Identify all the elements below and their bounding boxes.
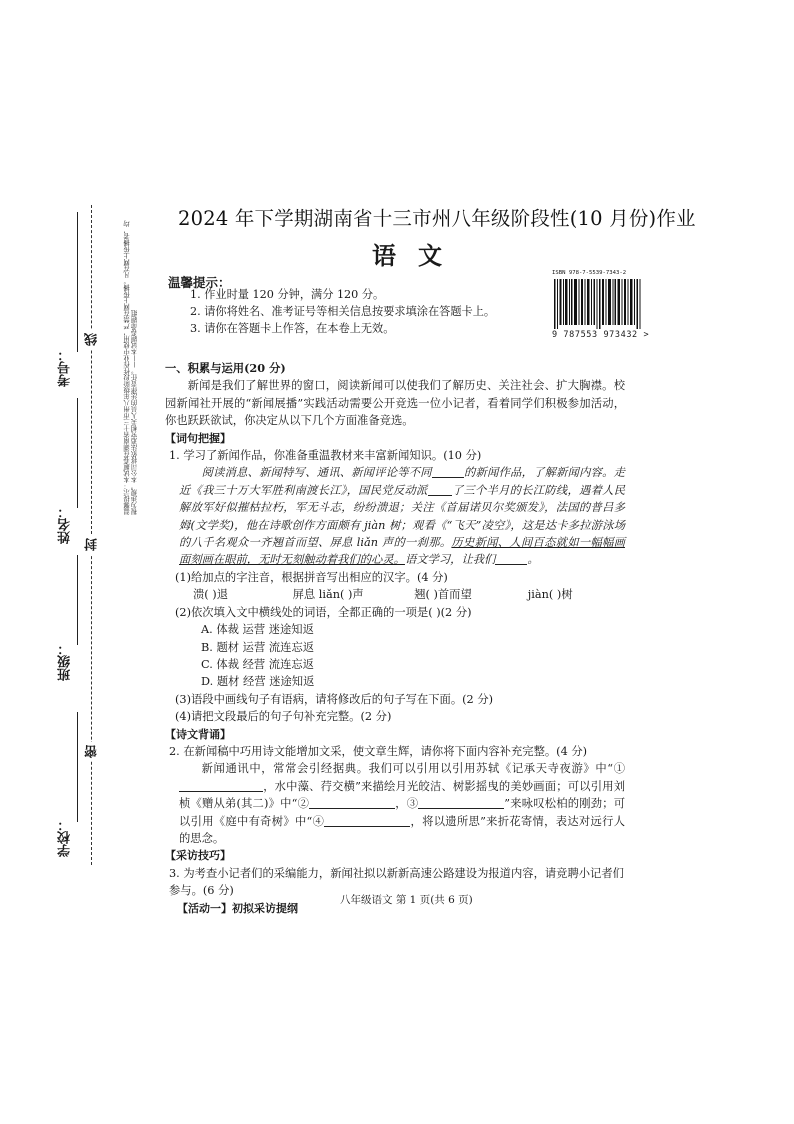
passage-period: 。: [527, 553, 539, 567]
passage-text: 阅读消息、新闻特写、通讯、新闻评论等不同: [201, 466, 432, 480]
answer-blank[interactable]: [219, 779, 263, 792]
poem-text: 新闻通讯中，常常会引经据典。我们可以引用以引用苏轼《记承天寺夜游》中“①: [201, 762, 625, 776]
passage-text: 的新闻作品，了解新闻内容。走近《我三十万大军胜利南渡长江》，国民党反动派: [179, 466, 625, 497]
question-2-body: [165, 760, 625, 847]
answer-blank[interactable]: [428, 483, 452, 496]
passage-text: 语文学习，让我们: [404, 553, 496, 567]
underlined-sentence: 历史新闻、人间百态就如一幅幅画面刻画在眼前，无时无刻触动着我们的心灵。: [179, 536, 625, 567]
isbn-top-text: ISBN 978-7-5539-7343-2: [552, 270, 627, 276]
exam-content: [165, 360, 625, 917]
question-3-title: 3. 为考查小记者们的采编能力，新闻社拟以新新高速公路建设为报道内容，请竞聘小记者们参与。(6 分): [169, 866, 624, 898]
option-b[interactable]: B. 题材 运营 流连忘返: [201, 640, 315, 654]
poem-text: ，水中藻、荇交横”来描绘月光皎洁、树影摇曳的美妙画面；可以引用刘桢《赠从弟(其二)》中“②: [179, 779, 625, 811]
answer-blank[interactable]: [179, 779, 219, 792]
tips-list: [190, 286, 495, 337]
pinyin-item: 屏息 liǎn( )声: [292, 588, 364, 602]
section-intro: 新闻是我们了解世界的窗口，阅读新闻可以使我们了解历史、关注社会、扩大胸襟。校园新闻社开展的“新闻展播”实践活动需要公开竞选一位小记者，看着同学们积极参加活动，你也跃跃欲试，你决定从以下几个方面准备竞选。: [165, 379, 625, 428]
options-row: [165, 656, 625, 691]
school-line: [77, 712, 78, 822]
answer-blank[interactable]: [324, 814, 410, 827]
page-footer: 八年级语文 第 1 页(共 6 页): [340, 894, 473, 906]
pinyin-item: 翘( )首而望: [414, 588, 472, 602]
seal-char-seal: 封: [83, 535, 102, 554]
class-line: [77, 555, 78, 645]
tip-item: 2. 请你将姓名、准考证号等相关信息按要求填涂在答题卡上。: [190, 305, 496, 318]
tip-item: 1. 作业时量 120 分钟，满分 120 分。: [190, 288, 385, 301]
exam-number-line: [77, 212, 78, 352]
answer-blank[interactable]: [309, 796, 395, 809]
sub-question-1: (1)给加点的字注音，根据拼音写出相应的汉字。(4 分): [175, 570, 448, 584]
sub-question-3: (3)语段中画线句子有语病，请将修改后的句子写在下面。(2 分): [175, 692, 494, 706]
seal-char-line: 线: [83, 330, 102, 349]
question-1-title: 1. 学习了新闻作品，你准备重温教材来丰富新闻知识。(10 分): [169, 449, 482, 463]
subject-title: 语文: [372, 241, 464, 270]
answer-blank[interactable]: [495, 552, 527, 565]
tips-title: 温馨提示：: [168, 275, 231, 290]
isbn-bottom-text: 9 787553 973432 >: [552, 330, 650, 340]
seal-char-secret: 密: [83, 742, 102, 761]
poem-text: ”来咏叹松柏的刚劲；可以引用《庭中有奇树》中“④: [179, 797, 625, 828]
option-c[interactable]: C. 体裁 经营 流连忘返: [201, 657, 314, 671]
activity-one-label: 【活动一】初拟采访提纲: [177, 901, 298, 915]
poem-text: ，③: [395, 797, 419, 811]
sub-question-2: (2)依次填入文中横线处的词语，全都正确的一项是( )(2 分): [175, 605, 472, 619]
option-d[interactable]: D. 题材 经营 迷途知返: [201, 675, 315, 689]
option-a[interactable]: A. 体裁 运营 迷途知返: [201, 623, 314, 637]
school-label: 学校：: [58, 818, 73, 857]
sub-question-4: (4)请把文段最后的句子句补充完整。(2 分): [175, 710, 392, 724]
part-label-words: 【词句把握】: [165, 431, 231, 445]
answer-blank[interactable]: [418, 796, 504, 809]
passage-text: 了三个半月的长江防线，遇着人民解放军好似摧枯拉朽，军无斗志，纷纷溃退；关注《首届诺贝尔奖颁发》，法国的普吕多姆(文学奖)，他在诗歌创作方面颇有 jiàn 树；观看《“飞天”凌空》，这是达卡多拉游泳场的八千名观众一齐翘首而望、屏息 liǎn 声的一刹那。: [179, 483, 625, 550]
pinyin-item: 溃( )退: [193, 588, 228, 602]
tip-item: 3. 请你在答题卡上作答，在本卷上无效。: [190, 322, 395, 335]
question-1-passage: [165, 464, 625, 568]
barcode-icon: [552, 279, 644, 329]
vertical-notice: 温馨提示：本试题卷在湖南省十三市州八年级阶段性作业中使用，严禁在网上传播。凡在网上传播者，均视为违规，本公司将依法追究相关人员的法律责任。——本试题卷命题组: [123, 220, 139, 515]
exam-number-label: 考号：: [58, 348, 73, 387]
part-label-poems: 【诗文背诵】: [165, 727, 231, 741]
part-label-interview: 【采访技巧】: [165, 849, 231, 863]
options-row: [165, 621, 625, 656]
section-title: 一、积累与运用(20 分): [165, 361, 286, 375]
pinyin-item: jiàn( )树: [527, 588, 573, 602]
name-label: 姓名：: [58, 505, 73, 544]
poem-text: ，将以遗所思”来折花寄情，表达对远行人的思念。: [179, 814, 625, 845]
name-line: [77, 398, 78, 508]
isbn-barcode: [552, 270, 650, 347]
class-label: 班级：: [58, 642, 73, 681]
question-2-title: 2. 在新闻稿中巧用诗文能增加文采，使文章生辉，请你将下面内容补充完整。(4 分): [169, 744, 588, 758]
answer-blank[interactable]: [432, 465, 464, 478]
pinyin-row: [165, 586, 625, 603]
exam-title: 2024 年下学期湖南省十三市州八年级阶段性(10 月份)作业: [178, 207, 696, 230]
